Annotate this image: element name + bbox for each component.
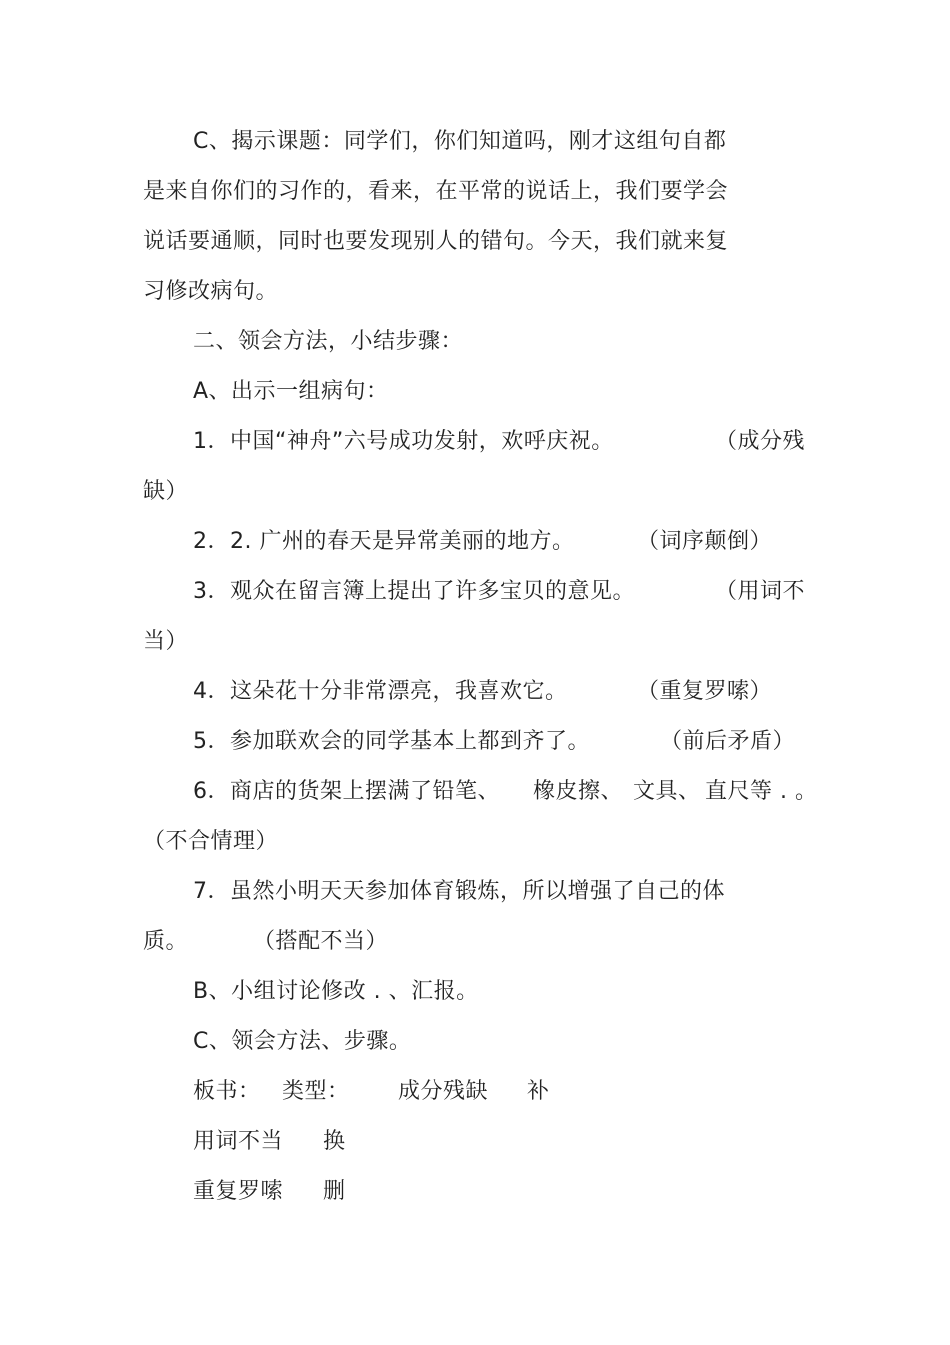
sentence-3-text: 3．观众在留言簿上提出了许多宝贝的意见。 xyxy=(193,579,635,604)
intro-line-4: 习修改病句。 xyxy=(143,279,279,304)
sentence-6-wrap: （不合情理） xyxy=(143,829,279,854)
sentence-4-type: （重复罗嗦） xyxy=(637,679,773,704)
sentence-3-wrap: 当） xyxy=(143,629,189,654)
board-row-3-type: 重复罗嗦 xyxy=(193,1179,284,1204)
board-row-2-type: 用词不当 xyxy=(193,1129,284,1154)
intro-line-3: 说话要通顺，同时也要发现别人的错句。今天，我们就来复 xyxy=(143,229,729,254)
intro-line-1: C、揭示课题：同学们，你们知道吗，刚才这组句自都 xyxy=(193,129,727,154)
part-c: C、领会方法、步骤。 xyxy=(193,1029,412,1054)
sentence-6-text: 6．商店的货架上摆满了铅笔、 xyxy=(193,779,500,804)
sentence-7-wrap: 质。 xyxy=(143,929,189,954)
board-row-1-action: 补 xyxy=(527,1079,550,1104)
sentence-1-wrap: 缺） xyxy=(143,479,189,504)
sentence-2-text: 2．2. 广州的春天是异常美丽的地方。 xyxy=(193,529,575,554)
board-label: 板书： xyxy=(193,1079,261,1104)
sentence-7-text: 7．虽然小明天天参加体育锻炼，所以增强了自己的体 xyxy=(193,879,725,904)
sentence-3-type: （用词不 xyxy=(715,579,806,604)
part-a-heading: A、出示一组病句： xyxy=(193,379,389,404)
intro-line-2: 是来自你们的习作的，看来，在平常的说话上，我们要学会 xyxy=(143,179,729,204)
board-type-label: 类型： xyxy=(282,1079,350,1104)
sentence-2-type: （词序颠倒） xyxy=(637,529,773,554)
board-row-3-action: 删 xyxy=(323,1179,346,1204)
sentence-6-text-3: 文具、 xyxy=(633,779,701,804)
sentence-7-type: （搭配不当） xyxy=(253,929,389,954)
sentence-4-text: 4．这朵花十分非常漂亮，我喜欢它。 xyxy=(193,679,568,704)
sentence-6-text-2: 橡皮擦、 xyxy=(533,779,624,804)
sentence-1-text: 1．中国“神舟”六号成功发射，欢呼庆祝。 xyxy=(193,429,614,454)
board-row-1-type: 成分残缺 xyxy=(398,1079,489,1104)
section-heading: 二、领会方法，小结步骤： xyxy=(193,329,464,354)
sentence-5-text: 5．参加联欢会的同学基本上都到齐了。 xyxy=(193,729,590,754)
sentence-5-type: （前后矛盾） xyxy=(660,729,796,754)
sentence-6-text-4: 直尺等 . 。 xyxy=(705,779,818,804)
sentence-1-type: （成分残 xyxy=(715,429,806,454)
part-b: B、小组讨论修改 . 、汇报。 xyxy=(193,979,479,1004)
board-row-2-action: 换 xyxy=(323,1129,346,1154)
